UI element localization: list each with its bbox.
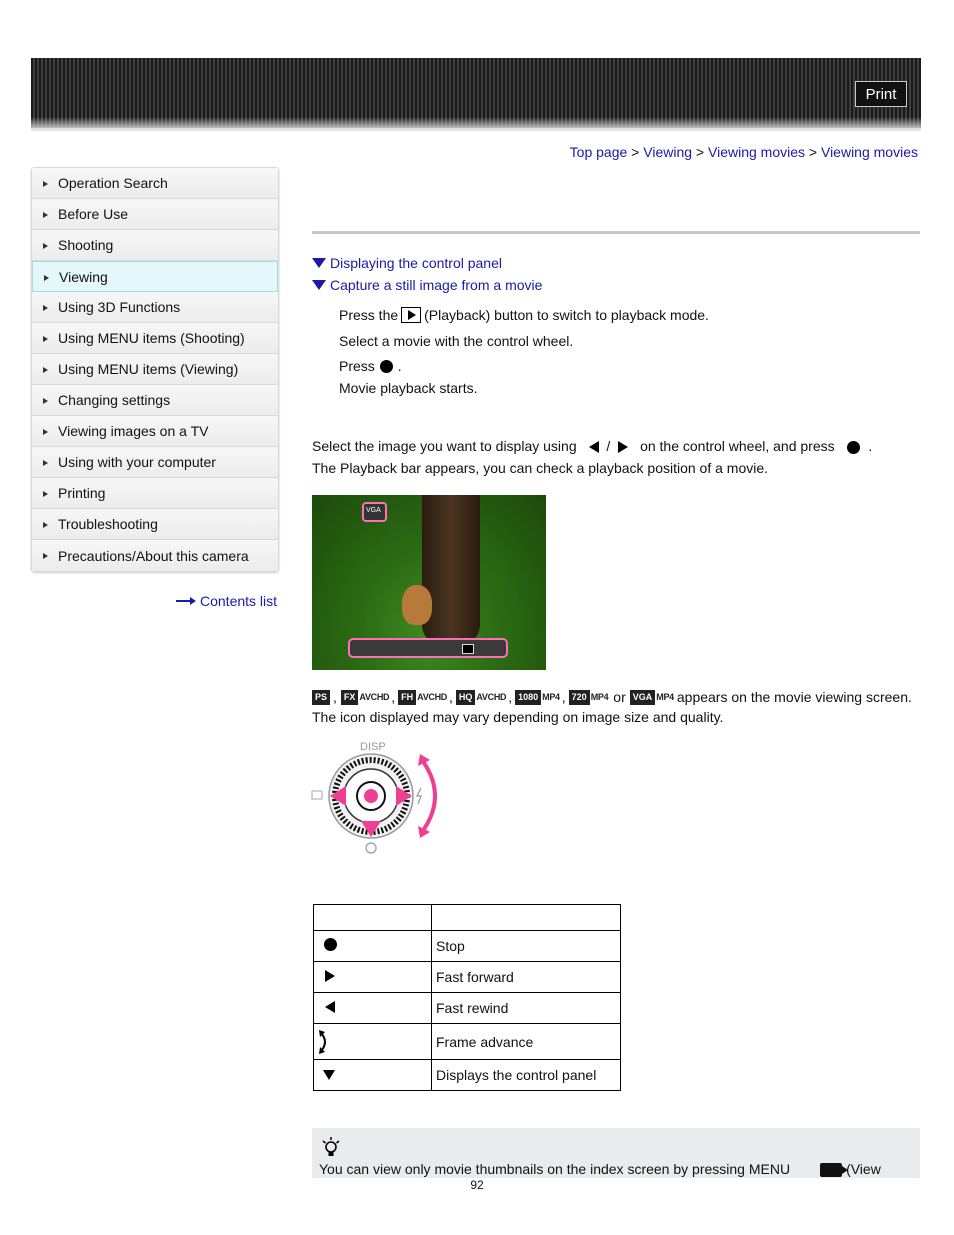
mode-suffix: MP4 (542, 692, 560, 702)
step-text: Press the (339, 307, 399, 323)
sidebar-item-label: Precautions/About this camera (58, 547, 249, 564)
table-icon-cell (314, 1060, 432, 1091)
toc-link-label: Displaying the control panel (330, 255, 502, 271)
step-1 (339, 307, 709, 323)
sidebar-item-label: Using with your computer (58, 454, 216, 470)
mode-badge-label: HQ (456, 690, 476, 705)
mode-suffix: AVCHD (359, 692, 390, 702)
arrow-right-icon (43, 212, 48, 218)
breadcrumb-separator: > (808, 144, 818, 160)
disp-label: DISP (360, 741, 386, 753)
control-wheel-diagram (310, 738, 450, 858)
page-number: 92 (470, 1178, 484, 1192)
table-header-row (314, 905, 621, 931)
contents-list-label: Contents list (200, 593, 278, 609)
hq-mode-icon (456, 690, 506, 705)
instruction-text: Select the image you want to display using (312, 438, 577, 454)
left-arrow-icon (589, 441, 599, 453)
table-header-cell (432, 905, 621, 931)
movie-mode-icons-line (312, 689, 912, 705)
sidebar-item-label: Using 3D Functions (58, 299, 181, 315)
playback-icon (401, 307, 421, 323)
sidebar-item-changing-settings[interactable] (32, 385, 278, 416)
sidebar-nav (31, 167, 279, 572)
toc-link-control-panel[interactable] (312, 255, 502, 271)
breadcrumb-viewing-movies[interactable]: Viewing movies (708, 144, 806, 160)
instruction-text: / (606, 438, 611, 454)
sidebar-item-printing[interactable] (32, 478, 278, 509)
instruction-text: . (868, 438, 873, 454)
mode-badge-label: 720 (569, 690, 590, 705)
separator: , (561, 689, 566, 705)
contents-list-link[interactable] (176, 593, 277, 609)
table-row (314, 962, 621, 993)
sidebar-item-shooting[interactable] (32, 230, 278, 261)
arrow-right-icon (44, 275, 49, 281)
step-text: (Playback) button to switch to playback mode. (424, 307, 709, 323)
sidebar-item-computer[interactable] (32, 447, 278, 478)
left-triangle-icon (325, 1001, 335, 1013)
modes-note: The icon displayed may vary depending on image size and quality. (312, 709, 724, 725)
arrow-right-icon (43, 429, 48, 435)
fx-mode-icon (341, 690, 389, 705)
vga-mode-icon (362, 502, 387, 522)
table-row (314, 931, 621, 962)
triangle-down-icon (312, 258, 326, 268)
or-text: or (613, 689, 626, 705)
ps-mode-icon (312, 690, 330, 705)
dot-icon (324, 938, 337, 951)
1080-mode-icon (515, 690, 560, 705)
720-mode-icon (569, 690, 609, 705)
instruction-text: on the control wheel, and press (640, 438, 835, 454)
arrow-icon (176, 597, 196, 605)
table-label-cell: Stop (432, 931, 621, 962)
step-2 (339, 333, 573, 349)
arrow-right-icon (43, 367, 48, 373)
sidebar-item-label: Before Use (58, 206, 129, 222)
sidebar-item-label: Using MENU items (Viewing) (58, 361, 239, 377)
sidebar-item-label: Viewing images on a TV (58, 423, 209, 439)
table-label-cell: Displays the control panel (432, 1060, 621, 1091)
sidebar-item-before-use[interactable] (32, 199, 278, 230)
instruction-line-1 (312, 438, 872, 454)
sidebar-item-label: Troubleshooting (58, 516, 158, 532)
breadcrumb-top-page[interactable]: Top page (569, 144, 628, 160)
sidebar-item-viewing-tv[interactable] (32, 416, 278, 447)
table-label-cell: Fast forward (432, 962, 621, 993)
step-text: Press (339, 358, 375, 374)
step-4 (339, 380, 478, 396)
arrow-right-icon (43, 522, 48, 528)
arrow-right-icon (43, 305, 48, 311)
sidebar-item-label: Operation Search (58, 175, 168, 191)
movie-playback-image (312, 495, 546, 670)
mode-suffix: AVCHD (417, 692, 447, 702)
movie-camera-icon (820, 1163, 842, 1177)
hint-text (319, 1161, 881, 1177)
table-row (314, 1060, 621, 1091)
flash-icon (417, 788, 421, 804)
arrow-right-icon (43, 181, 48, 187)
step-text: Movie playback starts. (339, 380, 478, 396)
hint-text-part: You can view only movie thumbnails on the index screen by pressing MENU (319, 1161, 791, 1177)
breadcrumb (570, 144, 918, 160)
cat-graphic (402, 585, 432, 625)
step-text: . (397, 358, 402, 374)
sidebar-item-label: Using MENU items (Shooting) (58, 330, 245, 346)
mode-badge-label: FX (341, 690, 359, 705)
breadcrumb-viewing[interactable]: Viewing (643, 144, 693, 160)
arrow-right-icon (43, 553, 48, 559)
lightbulb-icon (321, 1136, 341, 1158)
mode-suffix: MP4 (590, 692, 609, 702)
header-banner (31, 58, 921, 131)
mode-suffix: AVCHD (476, 692, 507, 702)
table-icon-cell (314, 1024, 432, 1060)
arrow-right-icon (43, 243, 48, 249)
mode-suffix: MP4 (656, 692, 674, 702)
mode-badge-label: FH (398, 690, 416, 705)
sidebar-item-viewing[interactable] (32, 261, 278, 292)
step-3 (339, 358, 402, 374)
modes-tail-text: appears on the movie viewing screen. (676, 689, 912, 705)
hint-box (312, 1128, 920, 1178)
arrow-right-icon (43, 398, 48, 404)
step-text: Select a movie with the control wheel. (339, 333, 574, 349)
title-divider (312, 231, 920, 234)
playback-bar (348, 638, 508, 658)
sidebar-item-operation-search[interactable] (32, 168, 278, 199)
hint-text-part: (View (846, 1161, 881, 1177)
arrow-right-icon (43, 460, 48, 466)
table-label-cell: Fast rewind (432, 993, 621, 1024)
timer-icon (366, 843, 376, 853)
triangle-down-icon (312, 280, 326, 290)
separator: , (333, 689, 337, 705)
table-icon-cell (314, 962, 432, 993)
table-icon-cell (314, 993, 432, 1024)
table-row (314, 993, 621, 1024)
mode-badge-label: 1080 (515, 690, 541, 705)
table-row (314, 1024, 621, 1060)
vga-mode-icon (630, 690, 674, 705)
sidebar-item-label: Changing settings (58, 392, 171, 408)
center-button-icon (380, 360, 393, 373)
toc-link-label: Capture a still image from a movie (330, 277, 543, 293)
breadcrumb-viewing-movies-current[interactable]: Viewing movies (820, 144, 918, 160)
mode-badge-label: VGA (630, 690, 656, 705)
breadcrumb-separator: > (695, 144, 705, 160)
breadcrumb-separator: > (631, 144, 640, 160)
separator: , (391, 689, 396, 705)
sidebar-item-precautions[interactable] (32, 540, 278, 571)
drive-mode-icon (312, 791, 322, 799)
print-button[interactable]: Print (855, 81, 907, 107)
right-arrow-icon (618, 441, 628, 453)
right-triangle-icon (325, 970, 335, 982)
center-dot-icon (364, 789, 378, 803)
table-label-cell: Frame advance (432, 1024, 621, 1060)
rotate-icon (318, 1029, 330, 1055)
down-triangle-icon (323, 1070, 335, 1080)
table-header-cell (314, 905, 432, 931)
center-button-icon (847, 441, 860, 454)
instruction-line-2: The Playback bar appears, you can check a playback position of a movie. (312, 460, 769, 476)
sidebar-item-label: Shooting (58, 237, 114, 253)
sidebar-item-label: Printing (58, 485, 106, 501)
sidebar-item-menu-viewing[interactable] (32, 354, 278, 385)
separator: , (449, 689, 453, 705)
fh-mode-icon (398, 690, 447, 705)
sidebar-item-troubleshooting[interactable] (32, 509, 278, 540)
sidebar-item-label: Viewing (59, 268, 108, 285)
table-icon-cell (314, 931, 432, 962)
sidebar-item-3d-functions[interactable] (32, 292, 278, 323)
mode-badge-label: PS (312, 690, 330, 705)
arrow-right-icon (43, 491, 48, 497)
tree-graphic (422, 495, 480, 645)
separator: , (508, 689, 513, 705)
control-operations-table (313, 904, 621, 1091)
sidebar-item-menu-shooting[interactable] (32, 323, 278, 354)
toc-link-capture-still[interactable] (312, 277, 542, 293)
rotate-arc-icon (422, 760, 435, 832)
arrow-right-icon (43, 336, 48, 342)
